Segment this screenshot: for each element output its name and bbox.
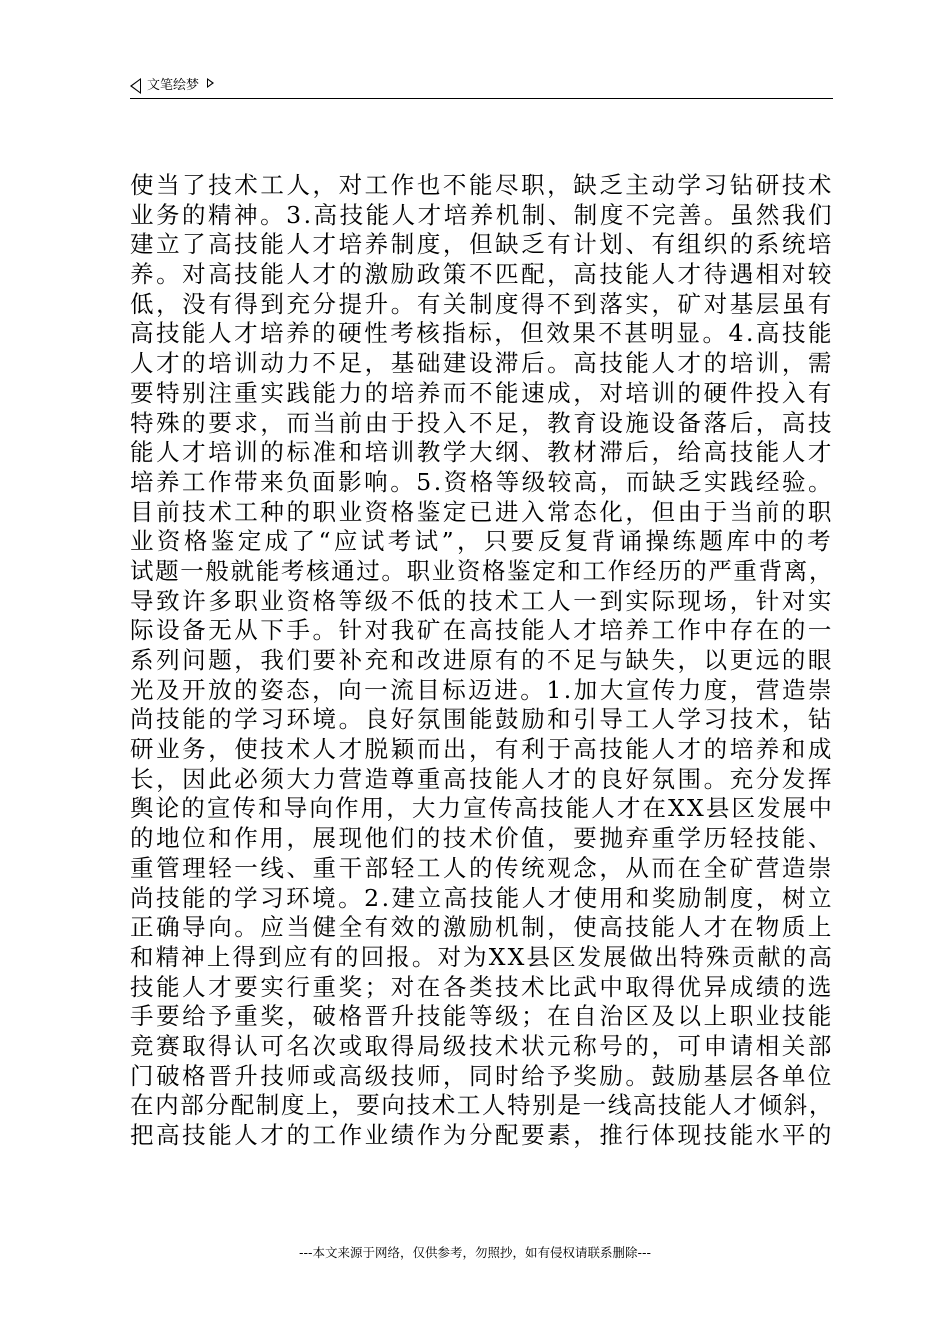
body-line: 尚技能的学习环境。2.建立高技能人才使用和奖励制度，树立 xyxy=(130,883,834,912)
body-line: 的地位和作用，展现他们的技术价值，要抛弃重学历轻技能、 xyxy=(130,824,834,853)
body-line: 把高技能人才的工作业绩作为分配要素，推行体现技能水平的 xyxy=(130,1121,834,1149)
body-line: 重管理轻一线、重干部轻工人的传统观念，从而在全矿营造崇 xyxy=(130,853,834,882)
body-line: 尚技能的学习环境。良好氛围能鼓励和引导工人学习技术，钻 xyxy=(130,705,834,734)
header-title: 文笔绘梦 xyxy=(147,78,200,93)
body-line: 际设备无从下手。针对我矿在高技能人才培养工作中存在的一 xyxy=(130,616,834,645)
body-line: 系列问题，我们要补充和改进原有的不足与缺失，以更远的眼 xyxy=(130,646,834,674)
body-line: 正确导向。应当健全有效的激励机制，使高技能人才在物质上 xyxy=(130,913,834,942)
body-line: 高技能人才培养的硬性考核指标，但效果不甚明显。4.高技能 xyxy=(130,319,834,348)
body-text xyxy=(130,171,834,1151)
body-line: 竞赛取得认可名次或取得局级技术状元称号的，可申请相关部 xyxy=(130,1031,834,1060)
body-line: 门破格晋升技师或高级技师，同时给予奖励。鼓励基层各单位 xyxy=(130,1061,834,1090)
body-line: 业资格鉴定成了“应试考试”，只要反复背诵操练题库中的考 xyxy=(130,527,834,556)
body-line: 人才的培训动力不足，基础建设滞后。高技能人才的培训，需 xyxy=(130,349,834,378)
body-line: 导致许多职业资格等级不低的技术工人一到实际现场，针对实 xyxy=(130,586,834,615)
body-line: 培养工作带来负面影响。5.资格等级较高，而缺乏实践经验。 xyxy=(130,467,834,496)
body-line: 要特别注重实践能力的培养而不能速成，对培训的硬件投入有 xyxy=(130,378,834,407)
body-line: 目前技术工种的职业资格鉴定已进入常态化，但由于当前的职 xyxy=(130,497,834,526)
triangle-left-icon xyxy=(130,78,141,94)
body-line: 业务的精神。3.高技能人才培养机制、制度不完善。虽然我们 xyxy=(130,200,834,229)
body-line: 低，没有得到充分提升。有关制度得不到落实，矿对基层虽有 xyxy=(130,289,834,318)
body-line: 研业务，使技术人才脱颖而出，有利于高技能人才的培养和成 xyxy=(130,735,834,764)
body-line: 能人才培训的标准和培训教学大纲、教材滞后，给高技能人才 xyxy=(130,438,834,467)
body-line: 养。对高技能人才的激励政策不匹配，高技能人才待遇相对较 xyxy=(130,260,834,289)
body-line: 手要给予重奖，破格晋升技能等级；在自治区及以上职业技能 xyxy=(130,1002,834,1031)
body-line: 光及开放的姿态，向一流目标迈进。1.加大宣传力度，营造崇 xyxy=(130,675,834,704)
body-line: 舆论的宣传和导向作用，大力宣传高技能人才在XX县区发展中 xyxy=(130,794,834,823)
body-line: 在内部分配制度上，要向技术工人特别是一线高技能人才倾斜， xyxy=(130,1091,834,1120)
body-line: 试题一般就能考核通过。职业资格鉴定和工作经历的严重背离， xyxy=(130,556,834,585)
body-line: 特殊的要求，而当前由于投入不足，教育设施设备落后，高技 xyxy=(130,408,834,437)
header-logo xyxy=(130,76,214,96)
body-line: 技能人才要实行重奖；对在各类技术比武中取得优异成绩的选 xyxy=(130,972,834,1001)
body-line: 建立了高技能人才培养制度，但缺乏有计划、有组织的系统培 xyxy=(130,230,834,259)
triangle-right-icon xyxy=(207,78,214,88)
body-line: 和精神上得到应有的回报。对为XX县区发展做出特殊贡献的高 xyxy=(130,942,834,971)
page-header xyxy=(130,76,833,99)
body-line: 使当了技术工人，对工作也不能尽职，缺乏主动学习钻研技术 xyxy=(130,171,834,199)
footer-disclaimer: ---本文来源于网络，仅供参考，勿照抄，如有侵权请联系删除--- xyxy=(298,1245,652,1260)
body-line: 长，因此必须大力营造尊重高技能人才的良好氛围。充分发挥 xyxy=(130,764,834,793)
